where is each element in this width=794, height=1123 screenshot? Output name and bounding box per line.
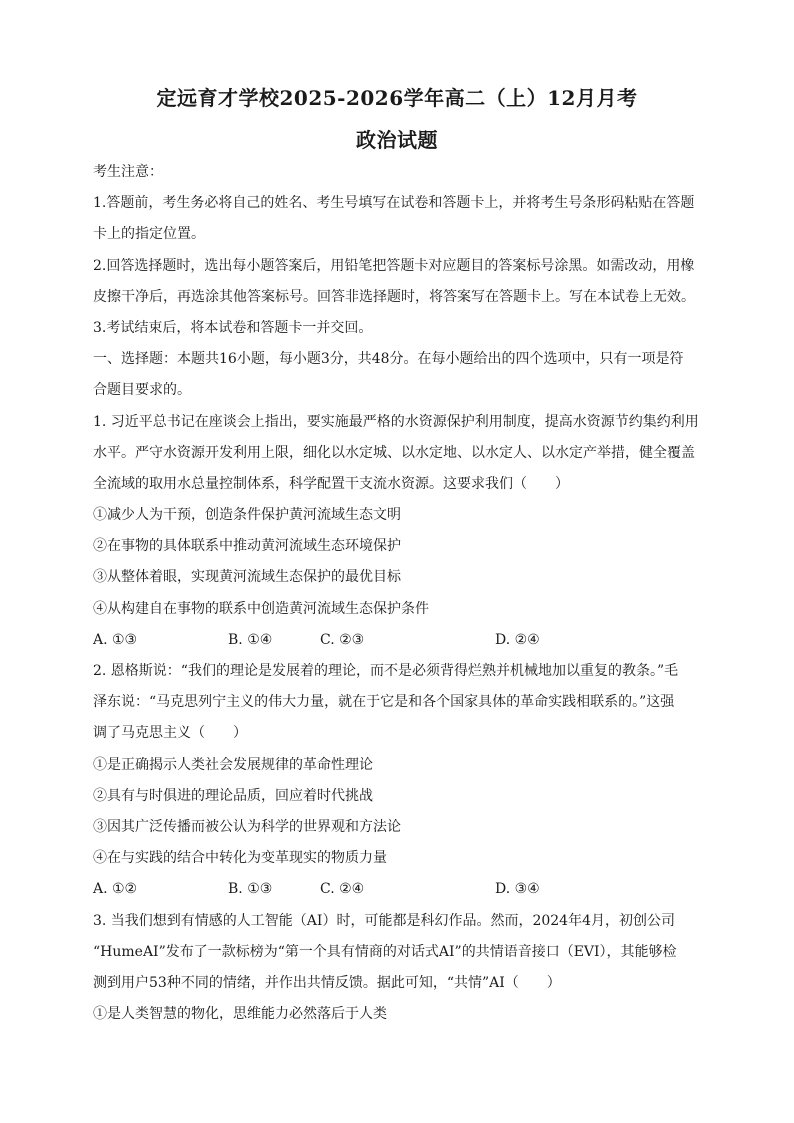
question-2-statement: ①是正确揭示人类社会发展规律的革命性理论 (93, 757, 373, 773)
question-2-stem: 泽东说：“马克思列宁主义的伟大力量，就在于它是和各个国家具体的革命实践相联系的。”这强 (93, 694, 675, 710)
question-1-option-c[interactable]: C. ②③ (320, 632, 365, 648)
notice-line: 卡上的指定位置。 (93, 226, 205, 242)
question-2-statement: ②具有与时俱进的理论品质，回应着时代挑战 (93, 788, 373, 804)
question-2-option-a[interactable]: A. ①② (93, 881, 138, 897)
section-instruction: 合题目要求的。 (93, 382, 191, 398)
question-3-stem: 测到用户53种不同的情绪，并作出共情反馈。据此可知，“共情”AI（ ） (93, 975, 561, 991)
exam-subject: 政治试题 (356, 128, 438, 152)
question-2-option-d[interactable]: D. ③④ (495, 881, 540, 897)
question-1-statement: ④从构建自在事物的联系中创造黄河流域生态保护条件 (93, 601, 429, 617)
question-3-stem: “HumeAI”发布了一款标榜为“第一个具有情商的对话式AI”的共情语音接口（EVI），其能够检 (93, 944, 677, 960)
notice-line: 1.答题前，考生务必将自己的姓名、考生号填写在试卷和答题卡上，并将考生号条形码粘贴在答题 (93, 195, 695, 211)
question-1-stem: 全流域的取用水总量控制体系，科学配置干支流水资源。这要求我们（ ） (93, 476, 569, 492)
section-instruction: 一、选择题：本题共16小题，每小题3分，共48分。在每小题给出的四个选项中，只有一项是符 (93, 351, 684, 367)
exam-title: 定远育才学校2025-2026学年高二（上）12月月考 (156, 86, 638, 110)
question-3-statement: ①是人类智慧的物化，思维能力必然落后于人类 (93, 1006, 387, 1022)
question-2-statement: ④在与实践的结合中转化为变革现实的物质力量 (93, 850, 387, 866)
question-1-stem: 水平。严守水资源开发利用上限，细化以水定城、以水定地、以水定人、以水定产举措，健全覆盖 (93, 445, 695, 461)
notice-line: 2.回答选择题时，选出每小题答案后，用铅笔把答题卡对应题目的答案标号涂黑。如需改动，用橡 (93, 258, 695, 274)
question-2-stem: 调了马克思主义（ ） (93, 725, 247, 741)
notice-line: 皮擦干净后，再选涂其他答案标号。回答非选择题时，将答案写在答题卡上。写在本试卷上无效。 (93, 289, 695, 305)
question-2-option-b[interactable]: B. ①③ (228, 881, 273, 897)
question-2-option-c[interactable]: C. ②④ (320, 881, 365, 897)
question-2-stem: 2. 恩格斯说：“我们的理论是发展着的理论，而不是必须背得烂熟并机械地加以重复的教条。”毛 (93, 663, 679, 679)
question-1-statement: ③从整体着眼，实现黄河流域生态保护的最优目标 (93, 569, 401, 585)
question-1-option-b[interactable]: B. ①④ (228, 632, 273, 648)
notice-heading: 考生注意： (93, 164, 163, 180)
question-3-stem: 3. 当我们想到有情感的人工智能（AI）时，可能都是科幻作品。然而，2024年4月，初创公司 (93, 913, 675, 929)
notice-line: 3.考试结束后，将本试卷和答题卡一并交回。 (93, 320, 373, 336)
question-1-option-d[interactable]: D. ②④ (495, 632, 540, 648)
question-2-statement: ③因其广泛传播而被公认为科学的世界观和方法论 (93, 819, 401, 835)
question-1-statement: ①减少人为干预，创造条件保护黄河流域生态文明 (93, 507, 401, 523)
question-1-option-a[interactable]: A. ①③ (93, 632, 138, 648)
question-1-stem: 1. 习近平总书记在座谈会上指出，要实施最严格的水资源保护利用制度，提高水资源节约集约利用 (93, 414, 699, 430)
question-1-statement: ②在事物的具体联系中推动黄河流域生态环境保护 (93, 538, 401, 554)
